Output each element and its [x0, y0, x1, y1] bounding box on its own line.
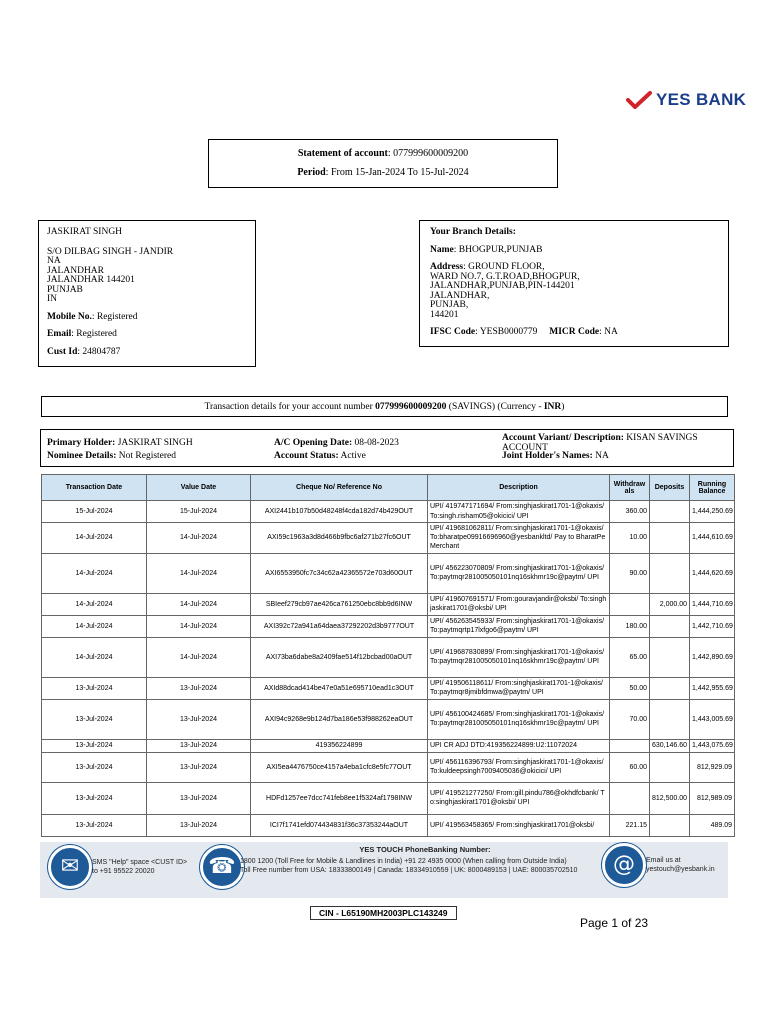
- reference-no: AXI59c1963a3d8d466b9fbc6af271b27fc6OUT: [251, 523, 428, 554]
- address-line: S/O DILBAG SINGH - JANDIR: [47, 246, 174, 257]
- withdrawal: 221.15: [610, 814, 650, 836]
- table-row: [42, 677, 735, 699]
- deposit: 630,146.60: [650, 739, 690, 752]
- nominee: Not Registered: [118, 451, 177, 461]
- branch-address: GROUND FLOOR,: [468, 262, 545, 272]
- value-date: 13-Jul-2024: [147, 752, 251, 782]
- table-row: [42, 501, 735, 523]
- reference-no: SBIeef279cb97ae426ca761250ebc8bb9d6INW: [251, 593, 428, 615]
- description: UPI/ 456223070809/ From:singhjaskirat1701-1@okaxis/ To:paytmqr281005050101nq16skhmr19c@paytm/ UPI: [428, 553, 610, 593]
- withdrawal: 70.00: [610, 699, 650, 739]
- withdrawal: [610, 782, 650, 814]
- txn-date: 15-Jul-2024: [42, 501, 147, 523]
- deposit: [650, 637, 690, 677]
- description: UPI/ 419506118611/ From:singhjaskirat1701-1@okaxis/ To:paytmqr8jmibfdmwa@paytm/ UPI: [428, 677, 610, 699]
- description: UPI CR ADJ DTD:419356224899:U2:11072024: [428, 739, 610, 752]
- branch-address-line: PUNJAB,: [430, 300, 469, 310]
- withdrawal: [610, 593, 650, 615]
- deposit: [650, 553, 690, 593]
- table-row: [42, 699, 735, 739]
- deposit: [650, 699, 690, 739]
- account-status: Active: [340, 451, 366, 461]
- customer-name: JASKIRAT SINGH: [47, 227, 123, 237]
- balance: 1,444,610.69: [690, 523, 735, 554]
- branch-address-line: JALANDHAR,PUNJAB,PIN-144201: [430, 281, 575, 291]
- txn-date: 14-Jul-2024: [42, 637, 147, 677]
- value-date: 13-Jul-2024: [147, 814, 251, 836]
- reference-no: ICI7f1741efd074434831f36c37353244aOUT: [251, 814, 428, 836]
- withdrawal: 90.00: [610, 553, 650, 593]
- branch-name: BHOGPUR,PUNJAB: [458, 244, 543, 255]
- txn-account: 077999600009200: [375, 402, 447, 412]
- mobile-value: Registered: [96, 311, 138, 322]
- description: UPI/ 419607691571/ From:gouravjandir@oksbi/ To:singhjaskirat1701@oksbi/ UPI: [428, 593, 610, 615]
- txn-date: 14-Jul-2024: [42, 615, 147, 637]
- sms-line1: SMS "Help" space <CUST ID>: [92, 859, 188, 866]
- description: UPI/ 419687830899/ From:singhjaskirat1701-1@okaxis/ To:paytmqr281005050101nq16skhmr19c@paytm/ UPI: [428, 637, 610, 677]
- value-date: 14-Jul-2024: [147, 615, 251, 637]
- balance: 812,929.09: [690, 752, 735, 782]
- withdrawal: 360.00: [610, 501, 650, 523]
- table-row: [42, 523, 735, 554]
- table-header-row: [42, 475, 735, 501]
- withdrawal: 10.00: [610, 523, 650, 554]
- txn-date: 14-Jul-2024: [42, 523, 147, 554]
- txn-date: 13-Jul-2024: [42, 699, 147, 739]
- reference-no: AXI2441b107b50d48248f4cda182d74b429OUT: [251, 501, 428, 523]
- balance: 1,442,710.69: [690, 615, 735, 637]
- branch-heading: Your Branch Details:: [430, 227, 516, 237]
- phone-line1: 1800 1200 (Toll Free for Mobile & Landlines in India) +91 22 4935 0000 (When calling from Outside India): [240, 858, 567, 865]
- branch-details: Your Branch Details: Name: BHOGPUR,PUNJAB Address: GROUND FLOOR, WARD NO.7, G.T.ROAD,BHOGPUR, JALANDHAR,PUNJAB,PIN-144201 JALANDHAR, PUNJAB, 144201 IFSC Code: YESB0000779 MICR Code: NA: [419, 220, 729, 347]
- branch-address-line: WARD NO.7, G.T.ROAD,BHOGPUR,: [430, 271, 580, 282]
- txn-date: 13-Jul-2024: [42, 782, 147, 814]
- balance: 1,444,250.69: [690, 501, 735, 523]
- transaction-header: Transaction details for your account number 077999600009200 (SAVINGS) (Currency - INR): [41, 396, 728, 417]
- table-row: [42, 553, 735, 593]
- ifsc-value: YESB0000779: [479, 327, 538, 337]
- email-at-icon: @: [602, 843, 646, 887]
- table-row: [42, 814, 735, 836]
- checkmark-icon: [626, 91, 652, 109]
- deposit: 2,000.00: [650, 593, 690, 615]
- reference-no: AXI392c72a941a64daea37292202d3b9777OUT: [251, 615, 428, 637]
- balance: 812,989.09: [690, 782, 735, 814]
- primary-holder: JASKIRAT SINGH: [117, 438, 193, 448]
- deposit: [650, 615, 690, 637]
- sms-line2: to +91 95522 20020: [92, 868, 155, 875]
- reference-no: AXI94c9268e9b124d7ba186e53f988262eaOUT: [251, 699, 428, 739]
- deposit: [650, 752, 690, 782]
- deposit: [650, 523, 690, 554]
- txn-date: 13-Jul-2024: [42, 739, 147, 752]
- balance: 1,443,005.69: [690, 699, 735, 739]
- deposit: [650, 814, 690, 836]
- table-row: [42, 739, 735, 752]
- address-line: NA: [47, 256, 61, 266]
- reference-no: HDFd1257ee7dcc741feb8ee1f5324af1798INW: [251, 782, 428, 814]
- branch-address-line: 144201: [430, 309, 459, 320]
- reference-no: AXI5ea4476750ce4157a4eba1cfc8e5fc77OUT: [251, 752, 428, 782]
- footer-banner: [40, 838, 728, 920]
- withdrawal: 180.00: [610, 615, 650, 637]
- value-date: 14-Jul-2024: [147, 637, 251, 677]
- holder-details: Primary Holder: JASKIRAT SINGH Nominee Details: Not Registered A/C Opening Date: 08-08-2023 Account Status: Active Account Variant/ Description: KISAN SAVINGS ACCOUNT Joint Holder's Names: NA: [40, 429, 734, 467]
- mobile-sms-icon: ✉: [48, 845, 92, 889]
- email-line1: Email us at: [646, 857, 681, 864]
- phone-line2: Toll Free number from USA: 18333800149 | Canada: 18334910559 | UK: 8000489153 | UAE: 800035702510: [240, 867, 578, 874]
- withdrawal: 50.00: [610, 677, 650, 699]
- balance: 1,444,710.69: [690, 593, 735, 615]
- transactions-table: [41, 474, 735, 837]
- yes-bank-logo: [626, 90, 746, 110]
- col-value-date: Value Date: [147, 475, 251, 501]
- value-date: 13-Jul-2024: [147, 677, 251, 699]
- txn-date: 14-Jul-2024: [42, 553, 147, 593]
- col-withdrawals: Withdrawals: [610, 475, 650, 501]
- balance: 1,444,620.69: [690, 553, 735, 593]
- withdrawal: 65.00: [610, 637, 650, 677]
- table-row: [42, 752, 735, 782]
- page-number: Page 1 of 23: [580, 916, 649, 930]
- statement-box: Statement of account: 077999600009200 Period: From 15-Jan-2024 To 15-Jul-2024: [208, 139, 558, 188]
- txn-date: 14-Jul-2024: [42, 593, 147, 615]
- description: UPI/ 456263545933/ From:singhjaskirat1701-1@okaxis/ To:paytmqrtp17lxfgo6@paytm/ UPI: [428, 615, 610, 637]
- deposit: [650, 677, 690, 699]
- custid-value: 24804787: [82, 346, 121, 357]
- table-row: [42, 593, 735, 615]
- customer-details: JASKIRAT SINGH S/O DILBAG SINGH - JANDIR NA JALANDHAR JALANDHAR 144201 PUNJAB IN Mobile No.: Registered Email: Registered Cust Id: 24804787: [38, 220, 256, 367]
- email-line2: yestouch@yesbank.in: [646, 866, 715, 873]
- table-row: [42, 637, 735, 677]
- col-transaction-date: Transaction Date: [42, 475, 147, 501]
- reference-no: AXI73ba6dabe8a2409fae514f12bcbad00aOUT: [251, 637, 428, 677]
- col-balance: Running Balance: [690, 475, 735, 501]
- opening-date: 08-08-2023: [354, 438, 399, 448]
- value-date: 15-Jul-2024: [147, 501, 251, 523]
- txn-date: 13-Jul-2024: [42, 814, 147, 836]
- deposit: [650, 501, 690, 523]
- value-date: 13-Jul-2024: [147, 782, 251, 814]
- phone-title: YES TOUCH PhoneBanking Number:: [359, 845, 491, 854]
- value-date: 14-Jul-2024: [147, 523, 251, 554]
- withdrawal: 60.00: [610, 752, 650, 782]
- balance: 489.09: [690, 814, 735, 836]
- balance: 1,442,955.69: [690, 677, 735, 699]
- reference-no: AXI6553950fc7c34c62a42365572e703d60OUT: [251, 553, 428, 593]
- branch-address-line: JALANDHAR,: [430, 290, 490, 301]
- description: UPI/ 456116396793/ From:singhjaskirat1701-1@okaxis/ To:kuldeepsingh7009405036@okicici/ UPI: [428, 752, 610, 782]
- description: UPI/ 419747171694/ From:singhjaskirat1701-1@okaxis/ To:singh.risham05@okicici/ UPI: [428, 501, 610, 523]
- balance: 1,443,075.69: [690, 739, 735, 752]
- description: UPI/ 419521277250/ From:gill.pindu786@okhdfcbank/ To:singhjaskirat1701@oksbi/ UPI: [428, 782, 610, 814]
- value-date: 13-Jul-2024: [147, 739, 251, 752]
- table-row: [42, 782, 735, 814]
- col-description: Description: [428, 475, 610, 501]
- description: UPI/ 456100424685/ From:singhjaskirat1701-1@okaxis/ To:paytmqr281005050101nq16skhmr19c@paytm/ UPI: [428, 699, 610, 739]
- col-deposits: Deposits: [650, 475, 690, 501]
- cin-number: CIN - L65190MH2003PLC143249: [310, 906, 457, 920]
- address-line: JALANDHAR 144201: [47, 275, 135, 285]
- address-line: JALANDHAR: [47, 265, 104, 276]
- description: UPI/ 419563458365/ From:singhjaskirat1701@oksbi/: [428, 814, 610, 836]
- micr-value: NA: [604, 327, 618, 337]
- withdrawal: [610, 739, 650, 752]
- balance: 1,442,890.69: [690, 637, 735, 677]
- address-line: IN: [47, 294, 58, 304]
- statement-account: 077999600009200: [393, 148, 469, 159]
- value-date: 14-Jul-2024: [147, 593, 251, 615]
- description: UPI/ 419681062811/ From:singhjaskirat1701-1@okaxis/ To:bharatpe09916696960@yesbankltd/ Pay to BharatPe Merchant: [428, 523, 610, 554]
- reference-no: AXId88dcad414be47e0a51e695710ead1c3OUT: [251, 677, 428, 699]
- value-date: 14-Jul-2024: [147, 553, 251, 593]
- txn-date: 13-Jul-2024: [42, 677, 147, 699]
- txn-date: 13-Jul-2024: [42, 752, 147, 782]
- value-date: 13-Jul-2024: [147, 699, 251, 739]
- email-value: Registered: [76, 329, 117, 339]
- deposit: 812,500.00: [650, 782, 690, 814]
- table-row: [42, 615, 735, 637]
- col-reference: Cheque No/ Reference No: [251, 475, 428, 501]
- joint-holder: NA: [595, 451, 609, 461]
- phone-icon: ☎: [200, 845, 244, 889]
- reference-no: 419356224899: [251, 739, 428, 752]
- statement-period: From 15-Jan-2024 To 15-Jul-2024: [330, 167, 469, 178]
- bank-name: YES BANK: [656, 90, 747, 109]
- account-variant: KISAN SAVINGS ACCOUNT: [502, 433, 698, 453]
- address-line: PUNJAB: [47, 284, 83, 295]
